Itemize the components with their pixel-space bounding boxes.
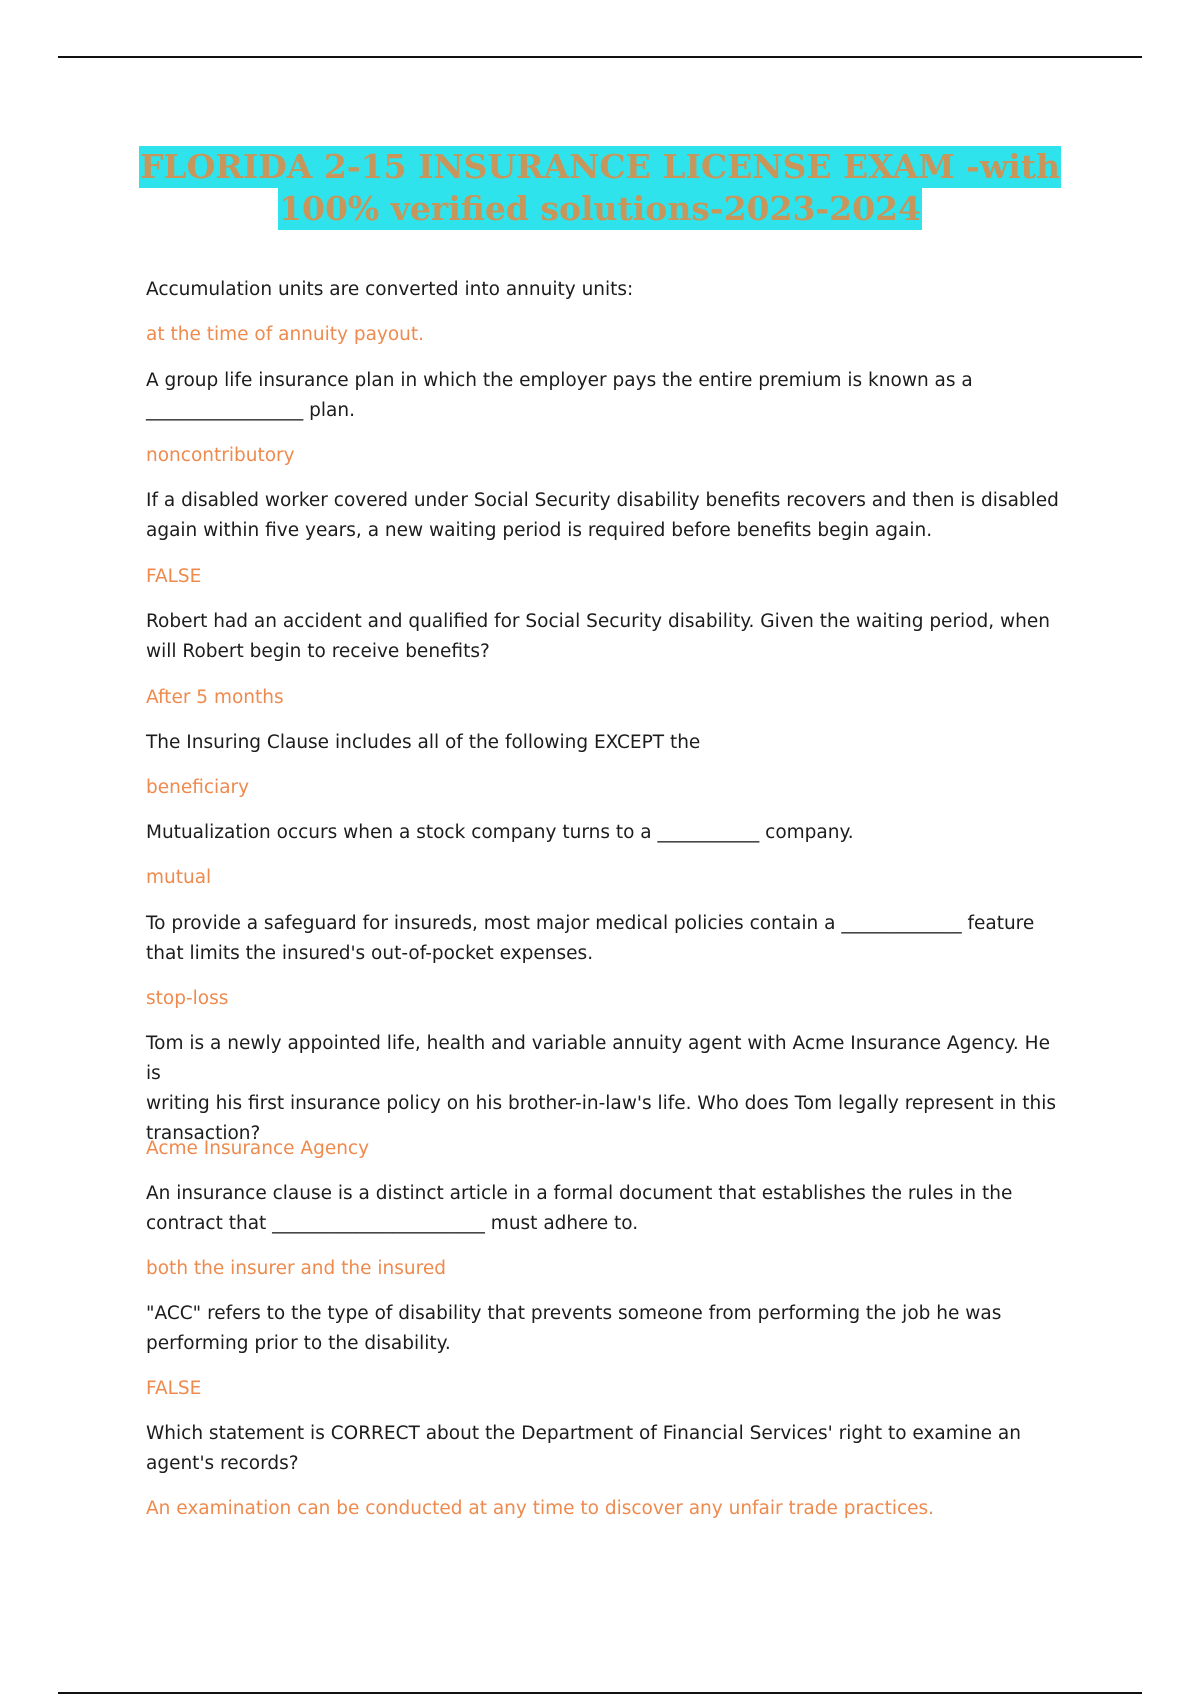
title-line-2: 100% verified solutions-2023-2024 bbox=[279, 189, 921, 228]
answer-text: FALSE bbox=[146, 566, 202, 587]
question-text: An insurance clause is a distinct article in a formal document that establishes the rules in the contract that _______________________ must adhere to. bbox=[146, 1183, 1013, 1234]
answer-text: stop-loss bbox=[146, 988, 229, 1009]
answer-text: FALSE bbox=[146, 1378, 202, 1399]
question-text: Accumulation units are converted into annuity units: bbox=[146, 279, 634, 300]
bottom-rule bbox=[58, 1692, 1142, 1694]
question-text: Robert had an accident and qualified for Social Security disability. Given the waiting period, when will Robert begin to receive benefits? bbox=[146, 611, 1050, 662]
answer-text: Acme Insurance Agency bbox=[146, 1138, 370, 1159]
question-text: To provide a safeguard for insureds, most major medical policies contain a _____________ feature that limits the insured's out-of-pocket expenses. bbox=[146, 913, 1035, 964]
answer-text: noncontributory bbox=[146, 445, 295, 466]
answer-text: mutual bbox=[146, 867, 212, 888]
answer-text: beneficiary bbox=[146, 777, 250, 798]
document-title bbox=[0, 146, 1200, 230]
answer-text: both the insurer and the insured bbox=[146, 1258, 446, 1279]
answer-text: An examination can be conducted at any time to discover any unfair trade practices. bbox=[146, 1498, 935, 1519]
question-text: A group life insurance plan in which the employer pays the entire premium is known as a _________________ plan. bbox=[146, 370, 973, 421]
question-text: "ACC" refers to the type of disability that prevents someone from performing the job he was performing prior to the disability. bbox=[146, 1303, 1002, 1354]
top-rule bbox=[58, 56, 1142, 58]
question-text: Mutualization occurs when a stock company turns to a ___________ company. bbox=[146, 822, 854, 843]
title-line-1: FLORIDA 2-15 INSURANCE LICENSE EXAM -with bbox=[139, 147, 1061, 186]
answer-text: at the time of annuity payout. bbox=[146, 324, 425, 345]
question-text: The Insuring Clause includes all of the following EXCEPT the bbox=[146, 732, 701, 753]
question-text: Which statement is CORRECT about the Department of Financial Services' right to examine an agent's records? bbox=[146, 1423, 1021, 1474]
question-text: If a disabled worker covered under Social Security disability benefits recovers and then is disabled again within five years, a new waiting period is required before benefits begin again. bbox=[146, 490, 1059, 541]
question-text: Tom is a newly appointed life, health and variable annuity agent with Acme Insurance Agency. He is writing his first insurance policy on his brother-in-law's life. Who does Tom legally represent in this transaction? bbox=[146, 1033, 1056, 1144]
answer-text: After 5 months bbox=[146, 687, 284, 708]
